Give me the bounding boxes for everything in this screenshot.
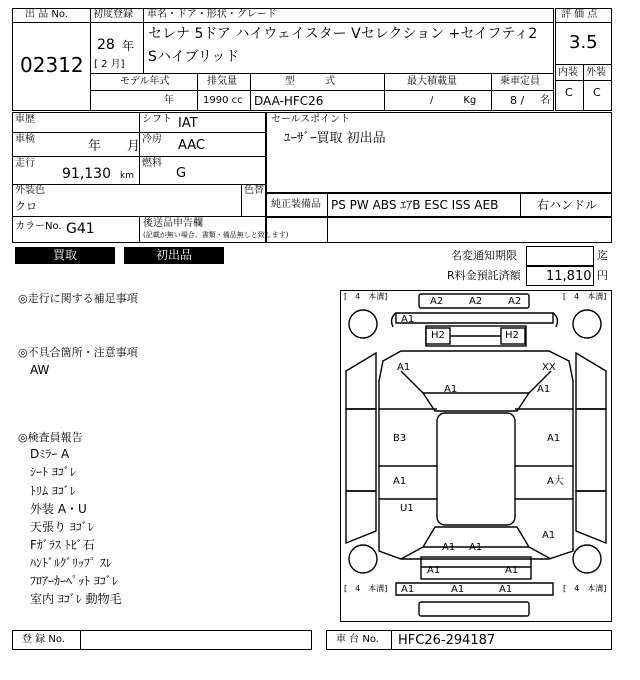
exterior-grade: C: [593, 86, 601, 99]
ext-color-label: 外装色: [15, 185, 45, 196]
car-name-label: 車名・ドア・形状・グレード: [147, 9, 277, 20]
post-report-label: 後送品申告欄: [143, 218, 203, 229]
damage-mark: A1: [397, 362, 411, 373]
inspector-item: ｼｰﾄ ﾖｺﾞﾚ: [30, 465, 76, 479]
damage-mark: A1: [499, 584, 513, 595]
meter-change-unit: 迄: [597, 249, 608, 262]
defects-label: ◎不具合箇所・注意事項: [18, 346, 138, 359]
tire-corner-rl: [ 4 本溝]: [344, 584, 388, 593]
chassis-no: HFC26-294187: [398, 633, 496, 648]
equipment-label: 純正装備品: [271, 199, 321, 210]
inspection-label: 車検: [15, 134, 35, 145]
inspector-item: Fｶﾞﾗｽ ﾄﾋﾞ石: [30, 538, 95, 552]
damage-mark: A1: [505, 565, 519, 576]
damage-mark: A1: [393, 476, 407, 487]
inspector-item: ﾄﾘﾑ ﾖｺﾞﾚ: [30, 484, 76, 498]
post-report-note: (記載が無い場合、書類・備品無しと致します): [143, 231, 289, 239]
capacity-label: 乗車定員: [500, 76, 540, 87]
recycle-value: 11,810: [546, 269, 592, 284]
lot-no-label: 出 品 No.: [25, 9, 68, 20]
tire-corner-rr: [ 4 本溝]: [563, 584, 607, 593]
defects-text: AW: [30, 363, 50, 377]
damage-mark: B3: [393, 433, 407, 444]
first-reg-label: 初度登録: [93, 9, 133, 20]
mileage-value: 91,130: [62, 166, 111, 182]
damage-mark: A1: [547, 433, 561, 444]
damage-mark: A1: [442, 542, 456, 553]
interior-label: 内装: [558, 67, 578, 78]
tag-kaitori: 買取: [15, 247, 115, 264]
sales-point-text: ﾕｰｻﾞｰ買取 初出品: [284, 131, 386, 146]
shift-label: シフト: [142, 114, 172, 125]
damage-mark: A1: [451, 584, 465, 595]
damage-mark: A1: [469, 542, 483, 553]
shift-value: IAT: [178, 116, 198, 131]
damage-mark: H2: [431, 330, 445, 341]
damage-mark: A1: [401, 314, 415, 325]
tire-corner-fl: [ 4 本溝]: [344, 292, 388, 301]
inspector-item: ﾌﾛｱｰｶｰﾍﾟｯﾄ ﾖｺﾞﾚ: [30, 574, 118, 588]
lot-no: 02312: [20, 53, 84, 77]
reg-no-label: 登 録 No.: [22, 634, 65, 645]
recycle-unit: 円: [597, 269, 608, 282]
damage-mark: A2: [508, 296, 522, 307]
fuel-label: 燃料: [142, 158, 162, 169]
damage-mark: A1: [401, 584, 415, 595]
damage-mark: A1: [427, 565, 441, 576]
inspector-label: ◎検査員報告: [18, 431, 83, 444]
chassis-label: 車 台 No.: [336, 634, 379, 645]
inspection-value: 年 月: [88, 139, 141, 154]
handle-side: 右ハンドル: [537, 198, 598, 212]
inspector-item: 天張り ﾖｺﾞﾚ: [30, 520, 94, 534]
inspector-item: Dﾐﾗｰ A: [30, 447, 70, 461]
damage-mark: A1: [542, 530, 556, 541]
inspector-item: ﾊﾝﾄﾞﾙｸﾞﾘｯﾌﾟ ｽﾚ: [30, 556, 112, 570]
interior-grade: C: [565, 86, 573, 99]
damage-mark: U1: [400, 503, 414, 514]
damage-mark: XX: [542, 362, 556, 373]
damage-mark: A2: [430, 296, 444, 307]
type: DAA-HFC26: [254, 94, 324, 108]
fuel-value: G: [176, 166, 187, 181]
capacity: 8 /: [510, 94, 525, 107]
inspector-item: 室内 ﾖｺﾞﾚ 動物毛: [30, 592, 122, 606]
meter-change-label: 名変通知期限: [451, 249, 517, 262]
displacement-label: 排気量: [207, 76, 237, 87]
recycle-label: R料金預託済額: [447, 269, 521, 282]
recolor-label: 色替: [244, 185, 264, 196]
car-name-line2: Sハイブリッド: [148, 49, 240, 65]
color-no-label: カラーNo.: [15, 221, 62, 232]
color-no: G41: [66, 221, 95, 237]
history-label: 車歴: [15, 114, 35, 125]
max-load-label: 最大積載量: [407, 76, 457, 87]
tag-shoshutsuhin: 初出品: [124, 247, 224, 264]
inspector-item: 外装 A・U: [30, 502, 87, 516]
type-label: 型 式: [285, 76, 335, 87]
rating-label: 評 価 点: [561, 9, 598, 20]
displacement: 1990 cc: [203, 95, 243, 106]
reg-year: 28: [97, 37, 115, 53]
rating-value: 3.5: [569, 32, 598, 53]
damage-mark: A2: [469, 296, 483, 307]
sales-point-label: セールスポイント: [271, 114, 351, 125]
tire-corner-fr: [ 4 本溝]: [563, 292, 607, 301]
ac-value: AAC: [178, 138, 205, 153]
capacity-unit: 名: [540, 95, 550, 106]
model-year-unit: 年: [164, 95, 174, 106]
reg-month: [ 2 月]: [94, 59, 125, 70]
damage-mark: A1: [537, 384, 551, 395]
ac-label: 冷房: [142, 134, 162, 145]
damage-mark: A大: [547, 476, 564, 487]
mileage-unit: km: [120, 171, 134, 181]
car-diagram: [340, 290, 612, 622]
extra-equipment-box: [266, 217, 612, 243]
damage-mark: H2: [505, 330, 519, 341]
car-outline-graphic: [341, 291, 611, 621]
meter-change-value: [526, 246, 594, 266]
exterior-label: 外装: [586, 67, 606, 78]
max-load: / Kg: [430, 95, 477, 106]
damage-mark: A1: [444, 384, 458, 395]
car-name-line1: セレナ 5ドア ハイウェイスター Vセレクション +セイフティ2: [148, 26, 538, 42]
model-year-label: モデル年式: [120, 76, 170, 87]
reg-year-unit: 年: [122, 39, 135, 53]
mileage-label: 走行: [15, 158, 35, 169]
ext-color: クロ: [15, 200, 37, 213]
equipment-list: PS PW ABS ｴｱB ESC ISS AEB: [331, 198, 499, 212]
driving-notes-label: ◎走行に関する補足事項: [18, 292, 138, 305]
